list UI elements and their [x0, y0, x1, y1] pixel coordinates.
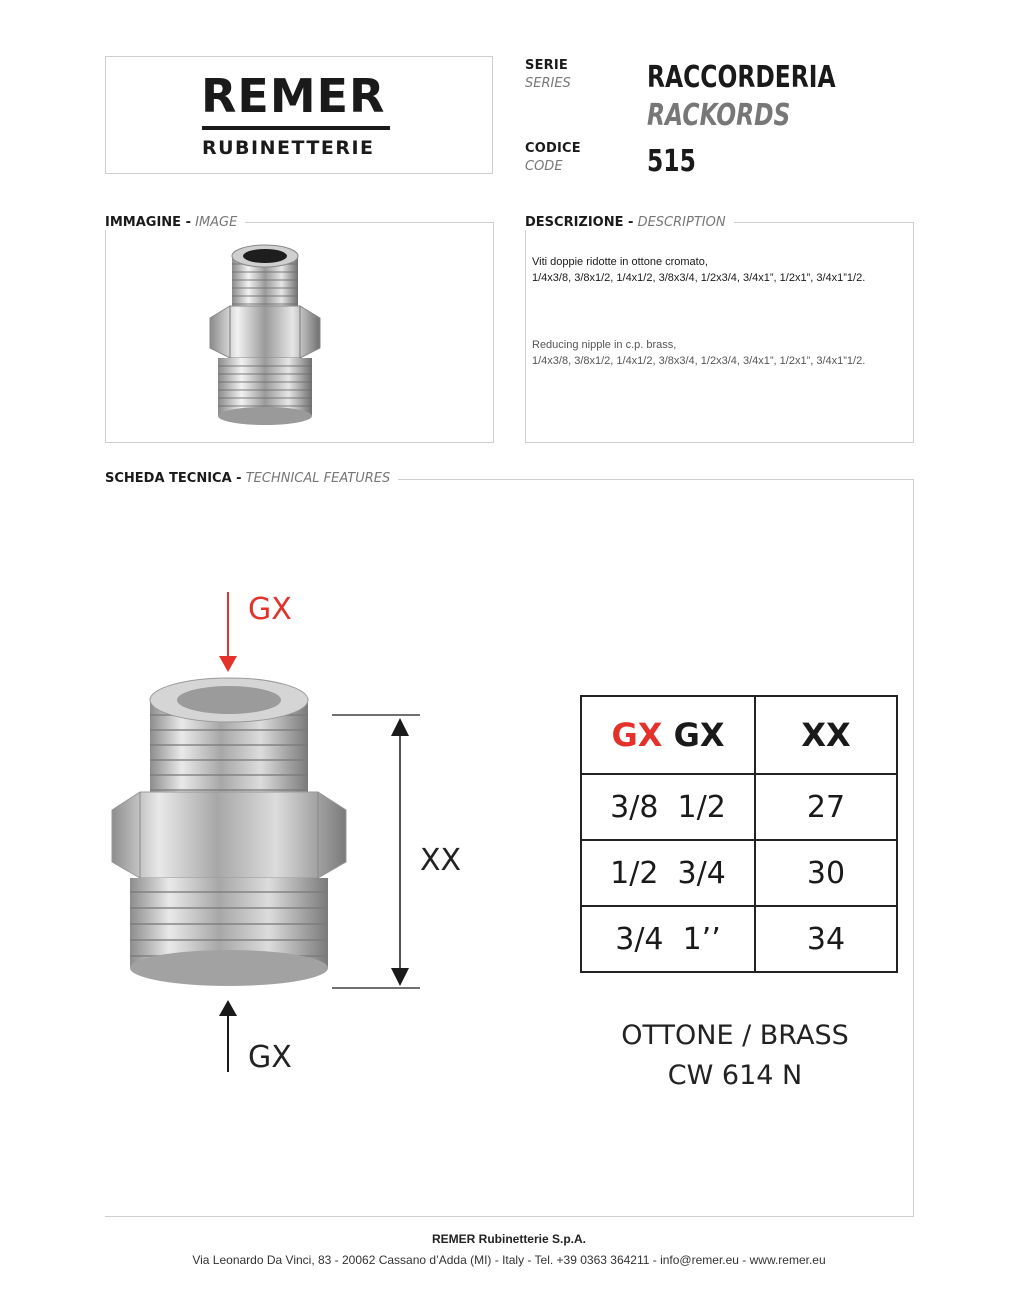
- size-b: 1’’: [682, 921, 721, 957]
- technical-title-en: TECHNICAL FEATURES: [245, 471, 391, 486]
- logo-wordmark: REMER: [201, 69, 386, 123]
- description-it-line1: Viti doppie ridotte in ottone cromato,: [532, 256, 708, 268]
- code-label-it: CODICE: [525, 141, 581, 156]
- fitting-illustration: [112, 678, 346, 986]
- material-line2: CW 614 N: [667, 1060, 803, 1091]
- size-a: 3/4: [615, 921, 664, 957]
- header-gx: GX: [673, 716, 725, 754]
- description-title-en: DESCRIPTION: [637, 215, 726, 230]
- material-line1: OTTONE / BRASS: [621, 1020, 849, 1051]
- image-section-title: [105, 215, 245, 230]
- code-value: 515: [647, 144, 696, 179]
- table-row: [581, 840, 897, 906]
- serie-label-en: SERIES: [525, 76, 571, 91]
- image-title-en: IMAGE: [195, 215, 238, 230]
- footer-company: REMER Rubinetterie S.p.A.: [431, 1232, 586, 1246]
- size-a: 1/2: [610, 855, 659, 891]
- image-title-it: IMMAGINE -: [105, 215, 191, 230]
- top-arrow-icon: [219, 592, 237, 672]
- logo-subtitle: RUBINETTERIE: [202, 137, 375, 159]
- height-xx-label: XX: [420, 843, 462, 878]
- serie-label-it: SERIE: [525, 58, 568, 73]
- header-xx-cell: XX: [755, 696, 897, 774]
- logo-box: [105, 56, 493, 174]
- size-a: 3/8: [610, 789, 659, 825]
- row-size-cell: [581, 906, 755, 972]
- top-gx-label: GX: [248, 592, 292, 627]
- header-gx-red: GX: [611, 716, 663, 754]
- logo-rule: [202, 126, 390, 130]
- serie-value-en: RACKORDS: [647, 98, 791, 133]
- bottom-arrow-icon: [219, 1000, 237, 1072]
- dimension-drawing: [100, 580, 480, 1080]
- technical-title-it: SCHEDA TECNICA -: [105, 471, 242, 486]
- footer-address: Via Leonardo Da Vinci, 83 - 20062 Cassano d’Adda (MI) - Italy - Tel. +39 0363 364211 - info@remer.eu - www.remer.eu: [192, 1253, 826, 1267]
- row-size-cell: [581, 840, 755, 906]
- description-en: [532, 337, 865, 369]
- header-gx-cell: [581, 696, 755, 774]
- description-en-line1: Reducing nipple in c.p. brass,: [532, 339, 677, 351]
- row-xx-cell: 27: [755, 774, 897, 840]
- row-size-cell: [581, 774, 755, 840]
- bottom-gx-label: GX: [248, 1040, 292, 1075]
- table-row: [581, 906, 897, 972]
- size-b: 3/4: [677, 855, 726, 891]
- description-title-it: DESCRIZIONE -: [525, 215, 634, 230]
- code-label-en: CODE: [525, 159, 563, 174]
- spec-table: [580, 695, 898, 973]
- product-photo: [200, 240, 330, 430]
- row-xx-cell: 30: [755, 840, 897, 906]
- table-row: [581, 774, 897, 840]
- technical-section-title: [105, 471, 398, 486]
- description-it-line2: 1/4x3/8, 3/8x1/2, 1/4x1/2, 3/8x3/4, 1/2x3/4, 3/4x1”, 1/2x1”, 3/4x1”1/2.: [532, 272, 866, 284]
- material-spec: [580, 1016, 890, 1096]
- spec-table-header: [581, 696, 897, 774]
- description-section-title: [525, 215, 734, 230]
- serie-value-it: RACCORDERIA: [647, 60, 836, 95]
- description-it: [532, 254, 865, 286]
- row-xx-cell: 34: [755, 906, 897, 972]
- size-b: 1/2: [677, 789, 726, 825]
- description-en-line2: 1/4x3/8, 3/8x1/2, 1/4x1/2, 3/8x3/4, 1/2x3/4, 3/4x1”, 1/2x1”, 3/4x1”1/2.: [532, 355, 866, 367]
